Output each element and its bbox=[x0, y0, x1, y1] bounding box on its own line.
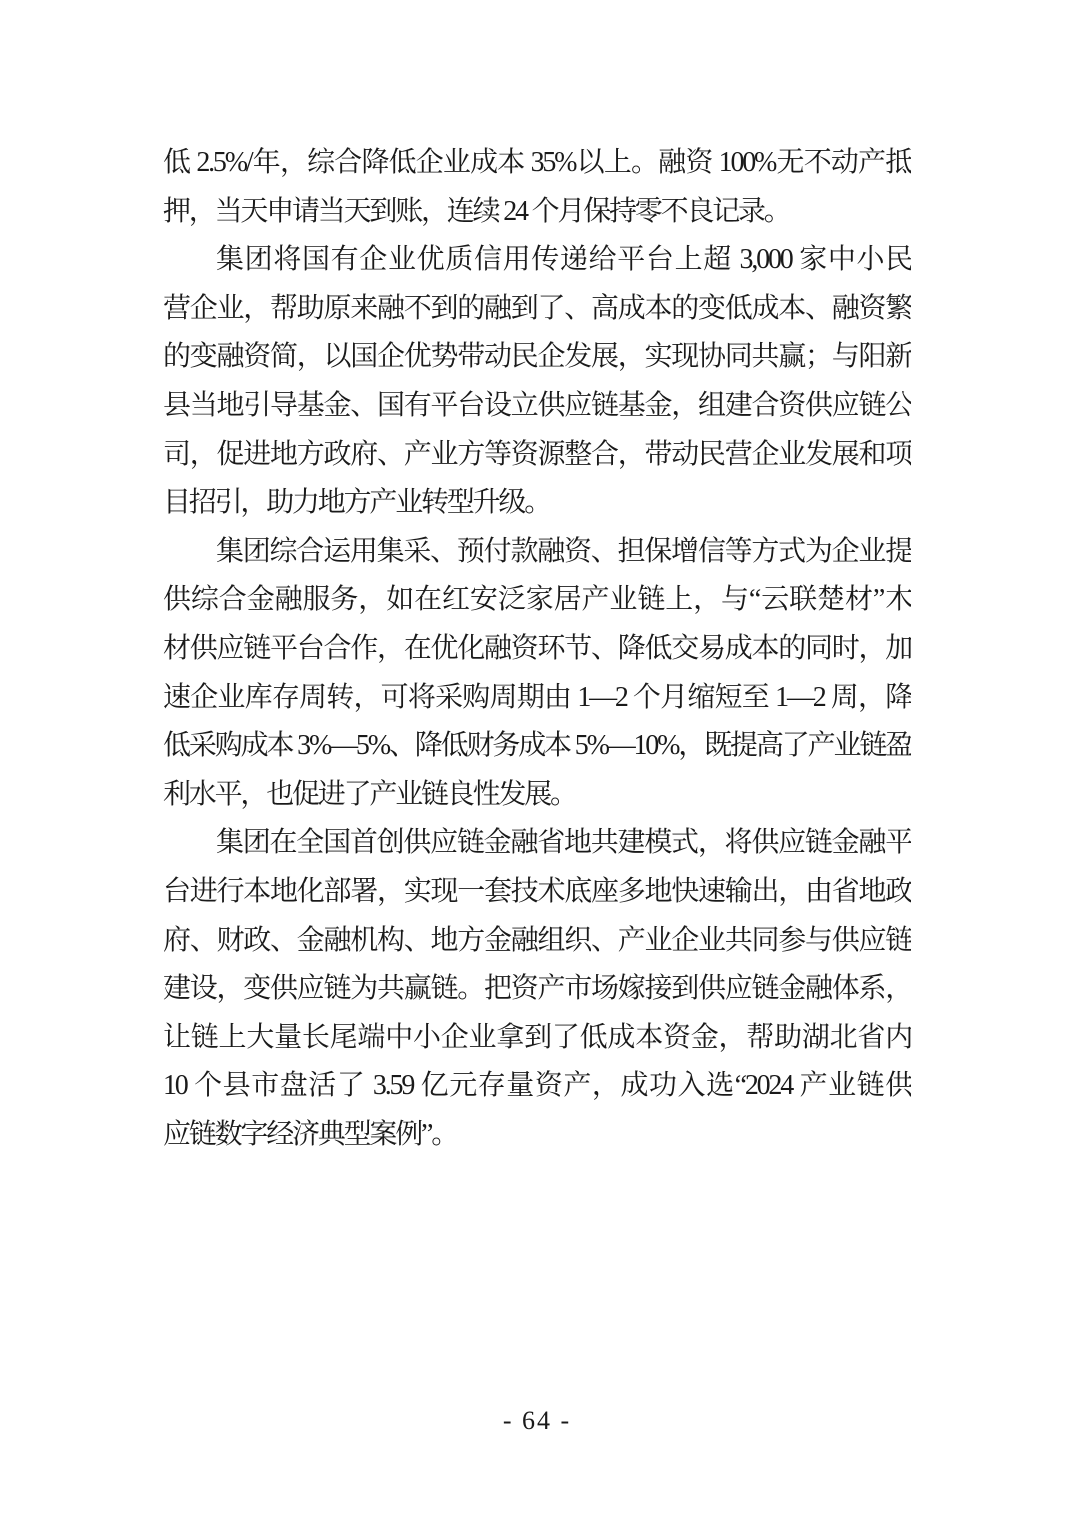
text-line: 应链数字经济典型案例”。 bbox=[163, 1118, 458, 1150]
text-line: 目招引，助力地方产业转型升级。 bbox=[163, 487, 551, 519]
text-line: 的变融资简，以国企优势带动民企发展，实现协同共赢；与阳新 bbox=[163, 341, 911, 373]
text-line: 利水平，也促进了产业链良性发展。 bbox=[163, 778, 576, 810]
text-line: 集团将国有企业优质信用传递给平台上超 3,000 家中小民 bbox=[216, 244, 911, 276]
page-number: - 64 - bbox=[502, 1406, 572, 1435]
text-line: 材供应链平台合作，在优化融资环节、降低交易成本的同时，加 bbox=[163, 632, 911, 664]
text-line: 速企业库存周转，可将采购周期由 1—2 个月缩短至 1—2 周，降 bbox=[163, 681, 911, 713]
text-line: 10 个县市盘活了 3.59 亿元存量资产，成功入选“2024 产业链供 bbox=[163, 1070, 911, 1102]
text-line: 建设，变供应链为共赢链。把资产市场嫁接到供应链金融体系， bbox=[163, 973, 911, 1005]
text-line: 低 2.5%/年，综合降低企业成本 35%以上。融资 100%无不动产抵 bbox=[163, 147, 911, 178]
text-line: 低采购成本 3%—5%、降低财务成本 5%—10%，既提高了产业链盈 bbox=[163, 730, 911, 762]
document-text bbox=[163, 139, 911, 1159]
text-line: 营企业，帮助原来融不到的融到了、高成本的变低成本、融资繁 bbox=[163, 292, 911, 324]
text-line: 台进行本地化部署，实现一套技术底座多地快速输出，由省地政 bbox=[163, 875, 911, 907]
text-line: 让链上大量长尾端中小企业拿到了低成本资金，帮助湖北省内 bbox=[163, 1021, 911, 1053]
text-line: 县当地引导基金、国有平台设立供应链基金，组建合资供应链公 bbox=[163, 389, 911, 421]
text-line: 押，当天申请当天到账，连续 24 个月保持零不良记录。 bbox=[163, 195, 790, 227]
text-line: 集团综合运用集采、预付款融资、担保增信等方式为企业提 bbox=[216, 535, 911, 567]
text-line: 司，促进地方政府、产业方等资源整合，带动民营企业发展和项 bbox=[163, 438, 911, 470]
text-line: 府、财政、金融机构、地方金融组织、产业企业共同参与供应链 bbox=[163, 924, 911, 956]
text-line: 集团在全国首创供应链金融省地共建模式，将供应链金融平 bbox=[216, 827, 911, 859]
text-line: 供综合金融服务，如在红安泛家居产业链上，与“云联楚材”木 bbox=[163, 584, 911, 616]
